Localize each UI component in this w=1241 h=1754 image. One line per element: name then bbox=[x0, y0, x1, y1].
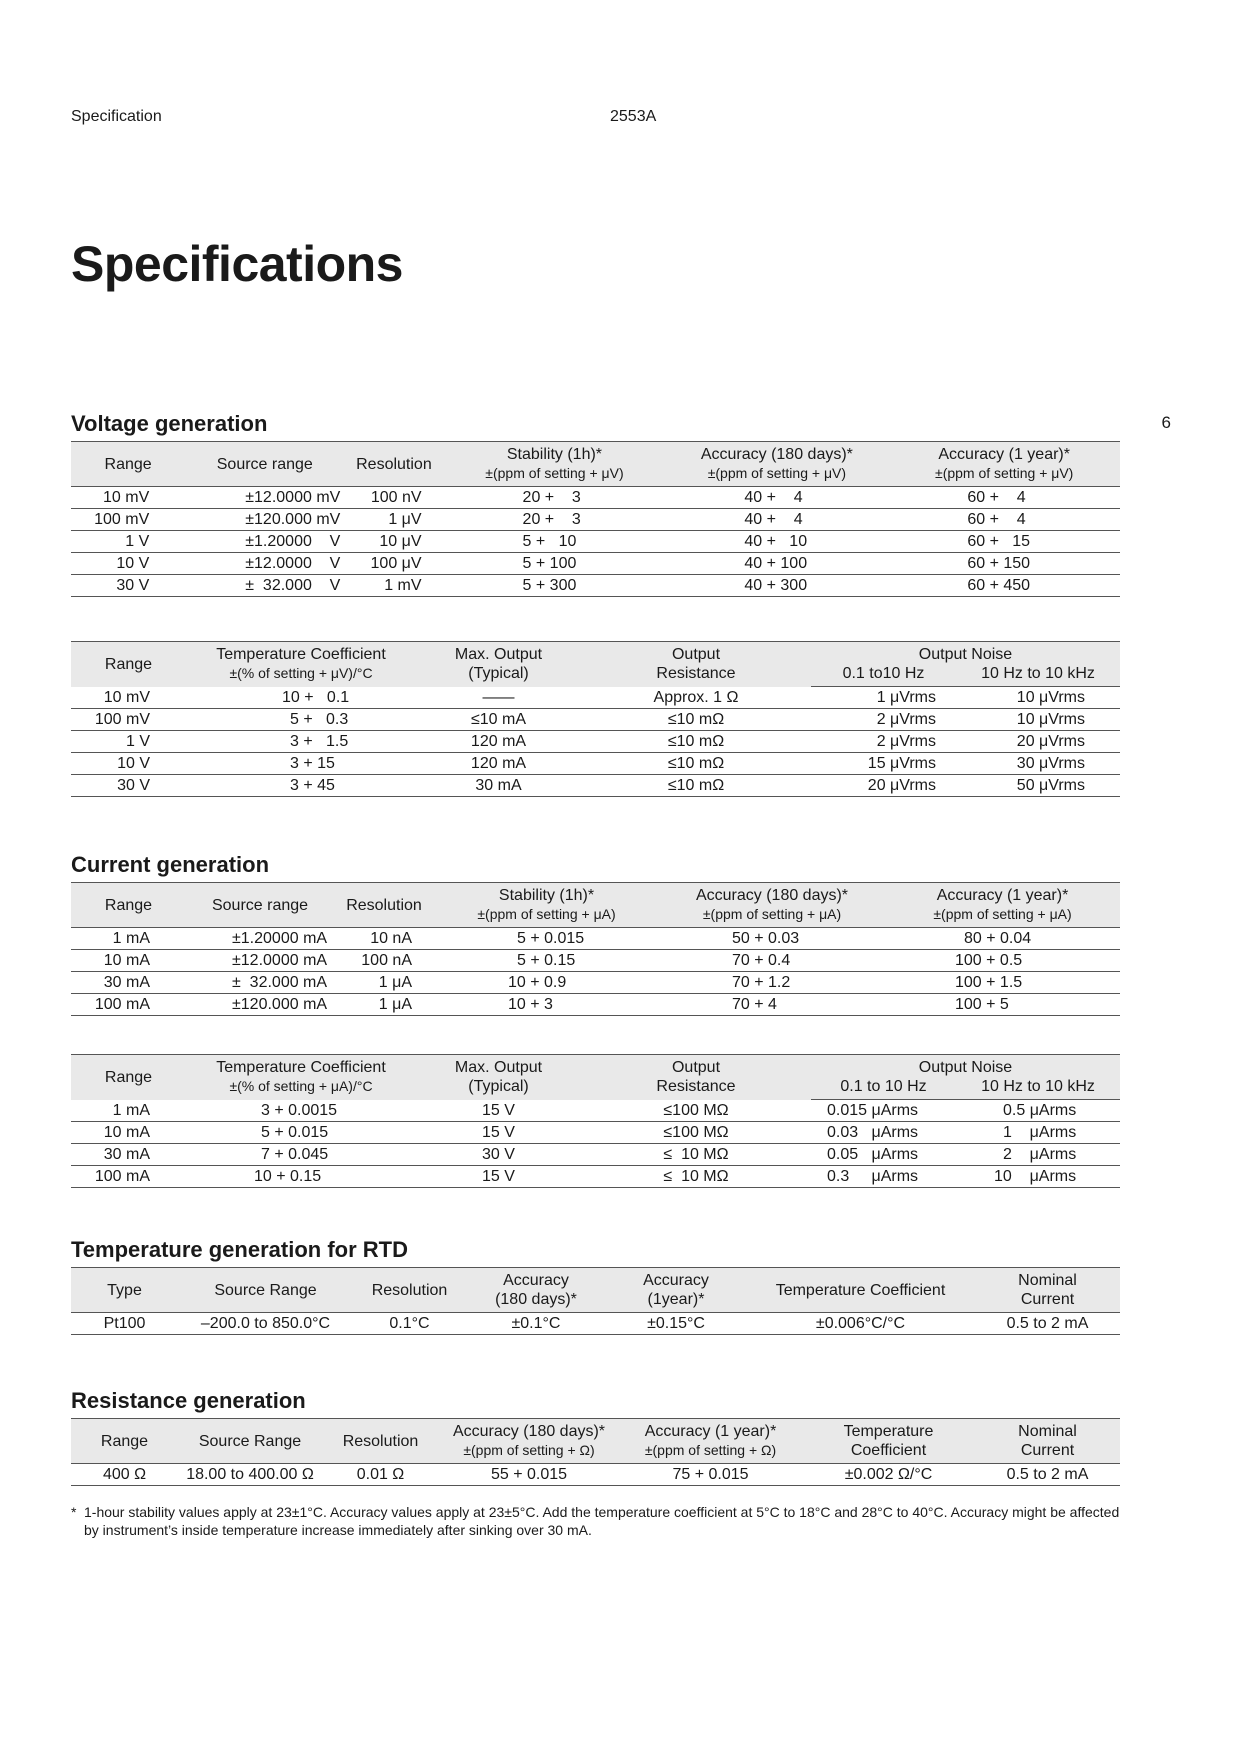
table-cell: ±120.000 mV bbox=[185, 509, 344, 531]
table-cell: 10 mA bbox=[71, 950, 186, 972]
header-label: 10 Hz to 10 kHz bbox=[981, 1078, 1095, 1095]
header-label: Source Range bbox=[198, 1432, 302, 1450]
table-cell: Pt100 bbox=[71, 1313, 178, 1335]
header-label: Range bbox=[104, 455, 152, 473]
table-cell: 10 + 0.9 bbox=[434, 972, 659, 994]
table-cell: 60 + 4 bbox=[888, 509, 1120, 531]
table-row bbox=[71, 1100, 1120, 1122]
table-cell: 20 μVrms bbox=[811, 775, 956, 797]
header-label: Temperature Coefficient bbox=[775, 1281, 946, 1299]
table-cell: 10 mV bbox=[71, 487, 185, 509]
column-header bbox=[334, 883, 434, 928]
header-label: Accuracy bbox=[503, 1272, 569, 1289]
table-cell: 80 + 0.04 bbox=[885, 928, 1120, 950]
section-title-resistance: Resistance generation bbox=[71, 1388, 306, 1413]
table-cell: —— bbox=[416, 687, 581, 709]
table-row bbox=[71, 1464, 1120, 1486]
table-cell: 2 μVrms bbox=[811, 709, 956, 731]
table-cell: ± 32.000 V bbox=[185, 575, 344, 597]
table-cell: 10 μV bbox=[344, 531, 443, 553]
table-cell: 3 + 45 bbox=[186, 775, 416, 797]
table-row bbox=[71, 928, 1120, 950]
column-header bbox=[186, 883, 334, 928]
column-header bbox=[439, 1419, 619, 1464]
table-cell: ≤100 MΩ bbox=[581, 1122, 811, 1144]
table-cell: 400 Ω bbox=[71, 1464, 178, 1486]
table-cell: 100 mV bbox=[71, 509, 185, 531]
resistance-table bbox=[71, 1418, 1120, 1486]
table-cell: 10 + 0.15 bbox=[186, 1166, 416, 1188]
header-label: Type bbox=[107, 1281, 142, 1299]
table-cell: 1 μA bbox=[334, 972, 434, 994]
table-cell: 5 + 0.015 bbox=[434, 928, 659, 950]
footnote-text: 1-hour stability values apply at 23±1°C. Accuracy values apply at 23±5°C. Add the temperature coefficient at 5°C to 18°C and 28°C to 40°C. Accuracy might be affected by instrument’s inside temperature increase immediately after sinking over 30 mA. bbox=[84, 1504, 1120, 1538]
table-cell: 10 μVrms bbox=[956, 709, 1120, 731]
section-title-current: Current generation bbox=[71, 852, 270, 877]
table-cell: 0.05 μArms bbox=[811, 1144, 956, 1166]
table-cell: 0.3 μArms bbox=[811, 1166, 956, 1188]
column-header bbox=[322, 1419, 439, 1464]
table-cell: 2 μArms bbox=[956, 1144, 1120, 1166]
table-row bbox=[71, 531, 1120, 553]
header-label: Nominal bbox=[1018, 1423, 1077, 1440]
table-cell: 15 μVrms bbox=[811, 753, 956, 775]
table-row bbox=[71, 775, 1120, 797]
column-header bbox=[975, 1419, 1120, 1464]
column-header bbox=[811, 1077, 956, 1100]
column-header bbox=[581, 642, 811, 687]
table-row bbox=[71, 709, 1120, 731]
current-output-table bbox=[71, 1054, 1120, 1188]
table-cell: ±0.006°C/°C bbox=[746, 1313, 975, 1335]
table-cell: 50 μVrms bbox=[956, 775, 1120, 797]
table-cell: 100 mV bbox=[71, 709, 186, 731]
header-label: Resolution bbox=[342, 1432, 419, 1450]
header-sublabel: Current bbox=[1020, 1442, 1075, 1459]
column-header bbox=[434, 883, 659, 928]
header-sublabel: (Typical) bbox=[468, 665, 529, 683]
table-cell: 5 + 10 bbox=[444, 531, 666, 553]
table-cell: 40 + 4 bbox=[665, 487, 888, 509]
table-cell: 3 + 1.5 bbox=[186, 731, 416, 753]
header-sublabel: ±(ppm of setting + μV) bbox=[935, 465, 1074, 481]
header-label: Resolution bbox=[346, 896, 422, 914]
table-cell: 1 V bbox=[71, 531, 185, 553]
column-header bbox=[71, 442, 185, 487]
column-header bbox=[178, 1419, 322, 1464]
table-cell: ≤10 mA bbox=[416, 709, 581, 731]
column-header bbox=[466, 1268, 606, 1313]
table-cell: 10 nA bbox=[334, 928, 434, 950]
table-row bbox=[71, 509, 1120, 531]
header-label: Range bbox=[100, 1432, 149, 1450]
header-label: Source range bbox=[216, 455, 313, 473]
table-cell: 0.01 Ω bbox=[322, 1464, 439, 1486]
table-cell: 0.015 μArms bbox=[811, 1100, 956, 1122]
table-cell: 20 + 3 bbox=[444, 509, 666, 531]
table-cell: ≤100 MΩ bbox=[581, 1100, 811, 1122]
header-label: Stability (1h)* bbox=[498, 887, 595, 904]
table-cell: ±12.0000 mA bbox=[186, 950, 334, 972]
table-cell: 3 + 15 bbox=[186, 753, 416, 775]
rtd-table bbox=[71, 1267, 1120, 1335]
header-label: Temperature Coefficient bbox=[216, 646, 386, 664]
header-sublabel: ±(ppm of setting + Ω) bbox=[644, 1442, 777, 1458]
table-cell: 100 + 5 bbox=[885, 994, 1120, 1016]
table-cell: ≤10 mΩ bbox=[581, 775, 811, 797]
table-cell: 60 + 450 bbox=[888, 575, 1120, 597]
column-header bbox=[746, 1268, 975, 1313]
table-row bbox=[71, 753, 1120, 775]
table-cell: 1 μArms bbox=[956, 1122, 1120, 1144]
section-title-rtd: Temperature generation for RTD bbox=[71, 1237, 408, 1262]
table-cell: 100 + 0.5 bbox=[885, 950, 1120, 972]
header-sublabel: (Typical) bbox=[468, 1078, 529, 1096]
table-cell: 1 mV bbox=[344, 575, 443, 597]
table-cell: 0.03 μArms bbox=[811, 1122, 956, 1144]
table-row bbox=[71, 1313, 1120, 1335]
table-cell: 50 + 0.03 bbox=[659, 928, 885, 950]
table-cell: 100 μV bbox=[344, 553, 443, 575]
header-label: Accuracy (180 days)* bbox=[695, 887, 849, 904]
header-label: Accuracy (180 days)* bbox=[452, 1423, 606, 1440]
table-cell: 20 μVrms bbox=[956, 731, 1120, 753]
table-row bbox=[71, 487, 1120, 509]
table-cell: 20 + 3 bbox=[444, 487, 666, 509]
table-cell: 70 + 4 bbox=[659, 994, 885, 1016]
column-header bbox=[186, 1055, 416, 1100]
header-sublabel: ±(ppm of setting + μV) bbox=[707, 465, 847, 481]
table-cell: 18.00 to 400.00 Ω bbox=[178, 1464, 322, 1486]
table-header-row bbox=[71, 642, 1120, 665]
table-cell: 100 + 1.5 bbox=[885, 972, 1120, 994]
header-label: Output Noise bbox=[918, 646, 1013, 663]
table-row bbox=[71, 994, 1120, 1016]
header-label: Source Range bbox=[214, 1281, 317, 1299]
column-header bbox=[416, 642, 581, 687]
table-cell: 5 + 0.15 bbox=[434, 950, 659, 972]
table-cell: 1 μA bbox=[334, 994, 434, 1016]
header-label: Temperature Coefficient bbox=[216, 1059, 386, 1077]
table-cell: ±0.002 Ω/°C bbox=[802, 1464, 975, 1486]
voltage-spec-table bbox=[71, 441, 1120, 597]
section-title-voltage: Voltage generation bbox=[71, 411, 268, 436]
table-cell: 75 + 0.015 bbox=[619, 1464, 802, 1486]
column-header bbox=[178, 1268, 353, 1313]
table-cell: 120 mA bbox=[416, 753, 581, 775]
table-cell: 30 mA bbox=[416, 775, 581, 797]
table-cell: 1 μV bbox=[344, 509, 443, 531]
table-header-row bbox=[71, 883, 1120, 928]
table-cell: 10 mA bbox=[71, 1122, 186, 1144]
table-cell: ± 32.000 mA bbox=[186, 972, 334, 994]
table-row bbox=[71, 731, 1120, 753]
header-sublabel: Current bbox=[1020, 1291, 1075, 1308]
table-cell: 1 V bbox=[71, 731, 186, 753]
table-cell: 7 + 0.045 bbox=[186, 1144, 416, 1166]
table-cell: 10 V bbox=[71, 753, 186, 775]
table-cell: 55 + 0.015 bbox=[439, 1464, 619, 1486]
table-cell: 60 + 15 bbox=[888, 531, 1120, 553]
table-cell: 40 + 100 bbox=[665, 553, 888, 575]
table-cell: 5 + 300 bbox=[444, 575, 666, 597]
column-header bbox=[956, 1077, 1120, 1100]
table-cell: ±0.1°C bbox=[466, 1313, 606, 1335]
table-cell: ≤10 mΩ bbox=[581, 731, 811, 753]
table-cell: ≤ 10 MΩ bbox=[581, 1166, 811, 1188]
header-label: Source range bbox=[211, 896, 309, 914]
table-cell: –200.0 to 850.0°C bbox=[178, 1313, 353, 1335]
table-cell: 1 μVrms bbox=[811, 687, 956, 709]
table-cell: 100 nA bbox=[334, 950, 434, 972]
header-sublabel: Resistance bbox=[656, 665, 736, 683]
table-cell: 0.5 to 2 mA bbox=[975, 1464, 1120, 1486]
header-sublabel: Resistance bbox=[656, 1078, 736, 1096]
header-label: Nominal bbox=[1018, 1272, 1077, 1289]
column-header bbox=[802, 1419, 975, 1464]
table-cell: 15 V bbox=[416, 1100, 581, 1122]
table-cell: 30 V bbox=[416, 1144, 581, 1166]
table-cell: 100 mA bbox=[71, 1166, 186, 1188]
table-cell: 15 V bbox=[416, 1166, 581, 1188]
table-cell: 30 mA bbox=[71, 1144, 186, 1166]
table-cell: 40 + 10 bbox=[665, 531, 888, 553]
table-cell: 5 + 100 bbox=[444, 553, 666, 575]
table-cell: 100 mA bbox=[71, 994, 186, 1016]
header-label: Temperature Coefficient bbox=[843, 1423, 934, 1459]
table-row bbox=[71, 1166, 1120, 1188]
table-row bbox=[71, 972, 1120, 994]
header-label: 10 Hz to 10 kHz bbox=[981, 665, 1095, 682]
header-label: Range bbox=[104, 1068, 153, 1086]
header-label: Range bbox=[104, 655, 153, 673]
header-sublabel: (1year)* bbox=[647, 1291, 705, 1308]
table-row bbox=[71, 1122, 1120, 1144]
table-cell: 10 + 3 bbox=[434, 994, 659, 1016]
column-header bbox=[956, 664, 1120, 687]
column-header bbox=[811, 664, 956, 687]
header-sublabel: ±(ppm of setting + μA) bbox=[933, 906, 1072, 922]
column-header bbox=[659, 883, 885, 928]
header-label: Output bbox=[671, 646, 721, 664]
header-label: Accuracy (1 year)* bbox=[644, 1423, 777, 1440]
table-cell: 1 mA bbox=[71, 928, 186, 950]
table-cell: 2 μVrms bbox=[811, 731, 956, 753]
header-sublabel: ±(% of setting + μV)/°C bbox=[229, 665, 373, 682]
column-header bbox=[581, 1055, 811, 1100]
voltage-output-table bbox=[71, 641, 1120, 797]
table-cell: Approx. 1 Ω bbox=[581, 687, 811, 709]
table-cell: 10 μArms bbox=[956, 1166, 1120, 1188]
header-label: Max. Output bbox=[454, 646, 543, 664]
table-cell: ≤ 10 MΩ bbox=[581, 1144, 811, 1166]
table-header-row bbox=[71, 1055, 1120, 1078]
header-label: Accuracy bbox=[643, 1272, 709, 1289]
table-cell: 30 V bbox=[71, 775, 186, 797]
header-label: Accuracy (180 days)* bbox=[700, 446, 853, 463]
column-header bbox=[353, 1268, 466, 1313]
header-sublabel: ±(ppm of setting + μV) bbox=[485, 465, 624, 481]
column-header bbox=[885, 883, 1120, 928]
table-row bbox=[71, 687, 1120, 709]
table-cell: 70 + 0.4 bbox=[659, 950, 885, 972]
header-sublabel: (180 days)* bbox=[495, 1291, 577, 1308]
column-header bbox=[665, 442, 888, 487]
table-cell: ±12.0000 V bbox=[185, 553, 344, 575]
table-cell: ±1.20000 V bbox=[185, 531, 344, 553]
column-header bbox=[185, 442, 344, 487]
table-header-row bbox=[71, 442, 1120, 487]
table-cell: 40 + 300 bbox=[665, 575, 888, 597]
header-sublabel: ±(ppm of setting + Ω) bbox=[463, 1442, 595, 1458]
column-header bbox=[186, 642, 416, 687]
column-header bbox=[71, 883, 186, 928]
table-row bbox=[71, 950, 1120, 972]
column-header bbox=[606, 1268, 746, 1313]
column-header bbox=[811, 1055, 1120, 1078]
table-cell: 30 mA bbox=[71, 972, 186, 994]
header-label: Stability (1h)* bbox=[506, 446, 603, 463]
header-label: Resolution bbox=[371, 1281, 448, 1299]
table-cell: 1 mA bbox=[71, 1100, 186, 1122]
column-header bbox=[71, 642, 186, 687]
header-label: Output Noise bbox=[918, 1059, 1013, 1076]
header-label: Range bbox=[104, 896, 153, 914]
header-label: Output bbox=[671, 1059, 721, 1077]
table-cell: 30 V bbox=[71, 575, 185, 597]
table-cell: ±120.000 mA bbox=[186, 994, 334, 1016]
table-cell: 5 + 0.015 bbox=[186, 1122, 416, 1144]
column-header bbox=[811, 642, 1120, 665]
column-header bbox=[444, 442, 666, 487]
table-cell: 0.5 to 2 mA bbox=[975, 1313, 1120, 1335]
page-number: 6 bbox=[1161, 413, 1171, 432]
header-center: 2553A bbox=[610, 108, 657, 125]
header-label: Accuracy (1 year)* bbox=[936, 887, 1069, 904]
footnote-marker: * bbox=[71, 1504, 77, 1520]
column-header bbox=[416, 1055, 581, 1100]
table-cell: 10 mV bbox=[71, 687, 186, 709]
table-cell: 60 + 150 bbox=[888, 553, 1120, 575]
column-header bbox=[344, 442, 443, 487]
table-cell: ≤10 mΩ bbox=[581, 709, 811, 731]
table-header-row bbox=[71, 1419, 1120, 1464]
table-cell: ±12.0000 mV bbox=[185, 487, 344, 509]
column-header bbox=[71, 1268, 178, 1313]
header-label: Max. Output bbox=[454, 1059, 543, 1077]
table-cell: 10 V bbox=[71, 553, 185, 575]
column-header bbox=[71, 1419, 178, 1464]
header-sublabel: ±(ppm of setting + μA) bbox=[702, 906, 842, 922]
table-cell: 10 μVrms bbox=[956, 687, 1120, 709]
table-row bbox=[71, 1144, 1120, 1166]
table-cell: ±0.15°C bbox=[606, 1313, 746, 1335]
column-header bbox=[71, 1055, 186, 1100]
table-cell: 60 + 4 bbox=[888, 487, 1120, 509]
table-cell: 70 + 1.2 bbox=[659, 972, 885, 994]
table-cell: 40 + 4 bbox=[665, 509, 888, 531]
table-cell: 0.1°C bbox=[353, 1313, 466, 1335]
table-cell: ±1.20000 mA bbox=[186, 928, 334, 950]
table-cell: 100 nV bbox=[344, 487, 443, 509]
header-sublabel: ±(ppm of setting + μA) bbox=[477, 906, 616, 922]
table-cell: 0.5 μArms bbox=[956, 1100, 1120, 1122]
table-cell: 30 μVrms bbox=[956, 753, 1120, 775]
header-label: Accuracy (1 year)* bbox=[938, 446, 1070, 463]
table-row bbox=[71, 575, 1120, 597]
table-cell: 10 + 0.1 bbox=[186, 687, 416, 709]
table-header-row bbox=[71, 1268, 1120, 1313]
table-cell: 3 + 0.0015 bbox=[186, 1100, 416, 1122]
header-left: Specification bbox=[71, 108, 162, 125]
table-cell: 120 mA bbox=[416, 731, 581, 753]
column-header bbox=[619, 1419, 802, 1464]
table-row bbox=[71, 553, 1120, 575]
header-label: 0.1 to 10 Hz bbox=[840, 1078, 927, 1095]
header-label: 0.1 to10 Hz bbox=[842, 665, 925, 682]
table-cell: 15 V bbox=[416, 1122, 581, 1144]
header-sublabel: ±(% of setting + μA)/°C bbox=[229, 1078, 373, 1095]
current-spec-table bbox=[71, 882, 1120, 1016]
table-cell: 5 + 0.3 bbox=[186, 709, 416, 731]
footnote bbox=[71, 1503, 1131, 1539]
header-label: Resolution bbox=[356, 455, 432, 473]
page-title: Specifications bbox=[71, 236, 403, 292]
column-header bbox=[888, 442, 1120, 487]
table-cell: ≤10 mΩ bbox=[581, 753, 811, 775]
column-header bbox=[975, 1268, 1120, 1313]
